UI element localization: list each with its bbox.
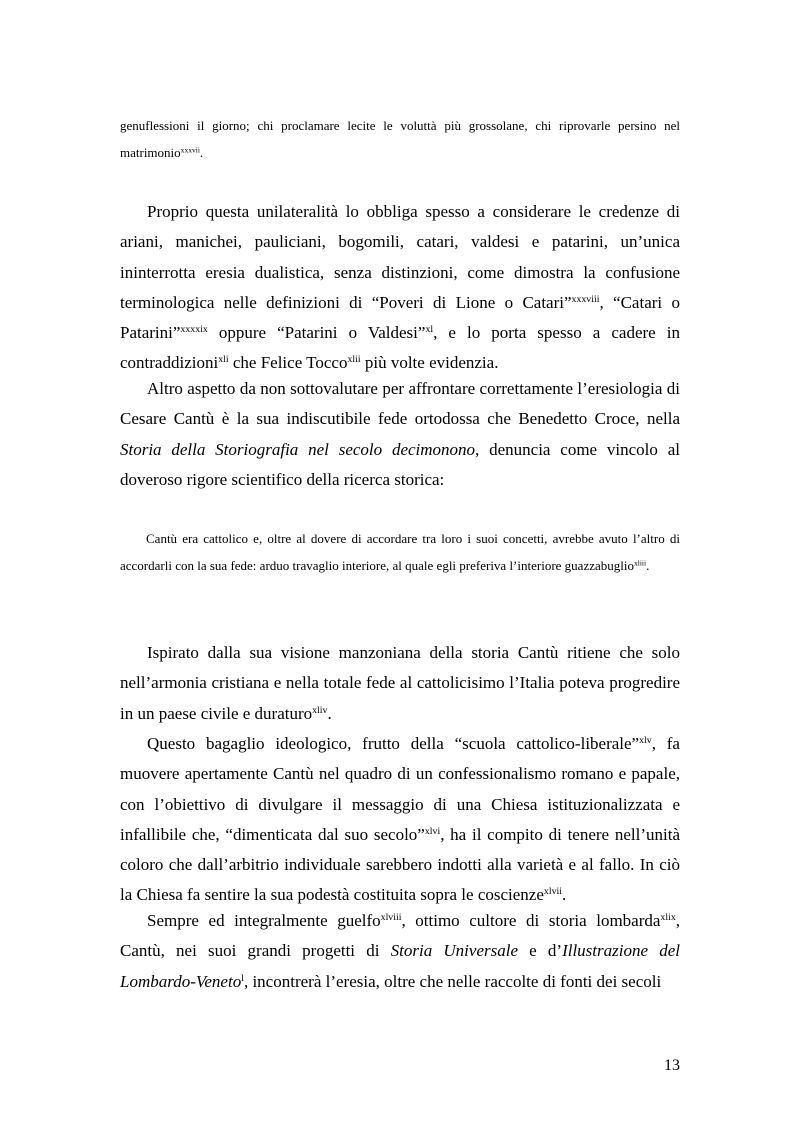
text-run: , “Catari o Patarini”: [120, 292, 680, 343]
text-run: che Felice Tocco: [228, 353, 348, 373]
footnote-marker: xxxxix: [180, 324, 208, 336]
footnote-marker: xxxviii: [571, 293, 600, 305]
footnote-marker: xlviii: [380, 911, 402, 923]
text-run: , Cantù, nei suoi grandi progetti di: [120, 911, 680, 961]
body-paragraph: [120, 374, 680, 495]
block-quote-paragraph: [120, 112, 680, 166]
italic-title: Storia della Storiografia nel secolo decimonono: [120, 439, 476, 459]
body-paragraph: [120, 638, 680, 729]
footnote-marker: xliii: [633, 558, 647, 568]
body-paragraph: [120, 197, 680, 379]
italic-title: Storia Universale: [390, 941, 518, 961]
footnote-marker: xlix: [660, 911, 676, 923]
footnote-marker: xli: [218, 354, 229, 366]
text-run: , ha il compito di tenere nell’unità coloro che dall’arbitrio individuale sarebbero indotti alla varietà e al fallo. In ciò la Chiesa fa sentire la sua podestà costituita sopra le coscienze: [120, 824, 680, 905]
italic-title: Illustrazione del Lombardo-Veneto: [120, 941, 680, 991]
footnote-marker: xlvii: [543, 886, 562, 898]
text-run: .: [199, 145, 204, 160]
footnote-marker: xlv: [639, 734, 652, 746]
text-run: , incontrerà l’eresia, oltre che nelle raccolte di fonti dei secoli: [243, 971, 662, 991]
block-quote-paragraph: [120, 525, 680, 579]
text-run: , denuncia come vincolo al doveroso rigore scientifico della ricerca storica:: [120, 439, 680, 489]
text-run: oppure “Patarini o Valdesi”: [207, 323, 426, 343]
text-run: genuflessioni il giorno; chi proclamare lecite le voluttà più grossolane, chi riprovarle persino nel matrimonio: [120, 118, 680, 160]
body-paragraph: [120, 729, 680, 911]
footnote-marker: xlii: [347, 354, 361, 366]
text-run: Sempre ed integralmente guelfo: [147, 911, 381, 930]
text-run: Cantù era cattolico e, oltre al dovere di accordare tra loro i suoi concetti, avrebbe avuto l’altro di accordarli con la sua fede: arduo travaglio interiore, al quale egli preferiva l’interiore guazzabuglio: [120, 531, 680, 573]
text-run: .: [646, 558, 650, 573]
text-run: , fa muovere apertamente Cantù nel quadro di un confessionalismo romano e papale, con l’obiettivo di divulgare il messaggio di una Chiesa istituzionalizzata e infallibile che, “dimenticata dal suo secolo”: [120, 734, 680, 844]
text-run: Proprio questa unilateralità lo obbliga spesso a considerare le credenze di ariani, manichei, pauliciani, bogomili, catari, valdesi e patarini, un’unica ininterrotta eresia dualistica, senza distinzioni, come dimostra la confusione terminologica nelle definizioni di “Poveri di Lione o Catari”: [120, 202, 680, 312]
text-run: e d’: [517, 941, 563, 961]
footnote-marker: xliv: [312, 704, 328, 716]
footnote-marker: xlvi: [424, 825, 441, 837]
footnote-marker: xl: [425, 324, 434, 336]
body-paragraph: [120, 906, 680, 997]
text-run: Ispirato dalla sua visione manzoniana della storia Cantù ritiene che solo nell’armonia cristiana e nella totale fede al cattolicisimo l’Italia poteva progredire in un paese civile e duraturo: [120, 643, 680, 723]
footnote-marker: xxxvii: [180, 145, 200, 155]
text-run: Questo bagaglio ideologico, frutto della “scuola cattolico-liberale”: [147, 734, 640, 753]
text-run: Altro aspetto da non sottovalutare per affrontare correttamente l’eresiologia di Cesare Cantù è la sua indiscutibile fede ortodossa che Benedetto Croce, nella: [120, 379, 680, 429]
text-run: .: [327, 703, 332, 723]
text-run: .: [561, 885, 567, 905]
text-run: più volte evidenzia.: [360, 353, 499, 373]
text-run: , ottimo cultore di storia lombarda: [401, 911, 661, 930]
text-run: , e lo porta spesso a cadere in contraddizioni: [120, 323, 680, 373]
page-number: 13: [664, 1057, 680, 1074]
footnote-marker: l: [241, 972, 244, 984]
